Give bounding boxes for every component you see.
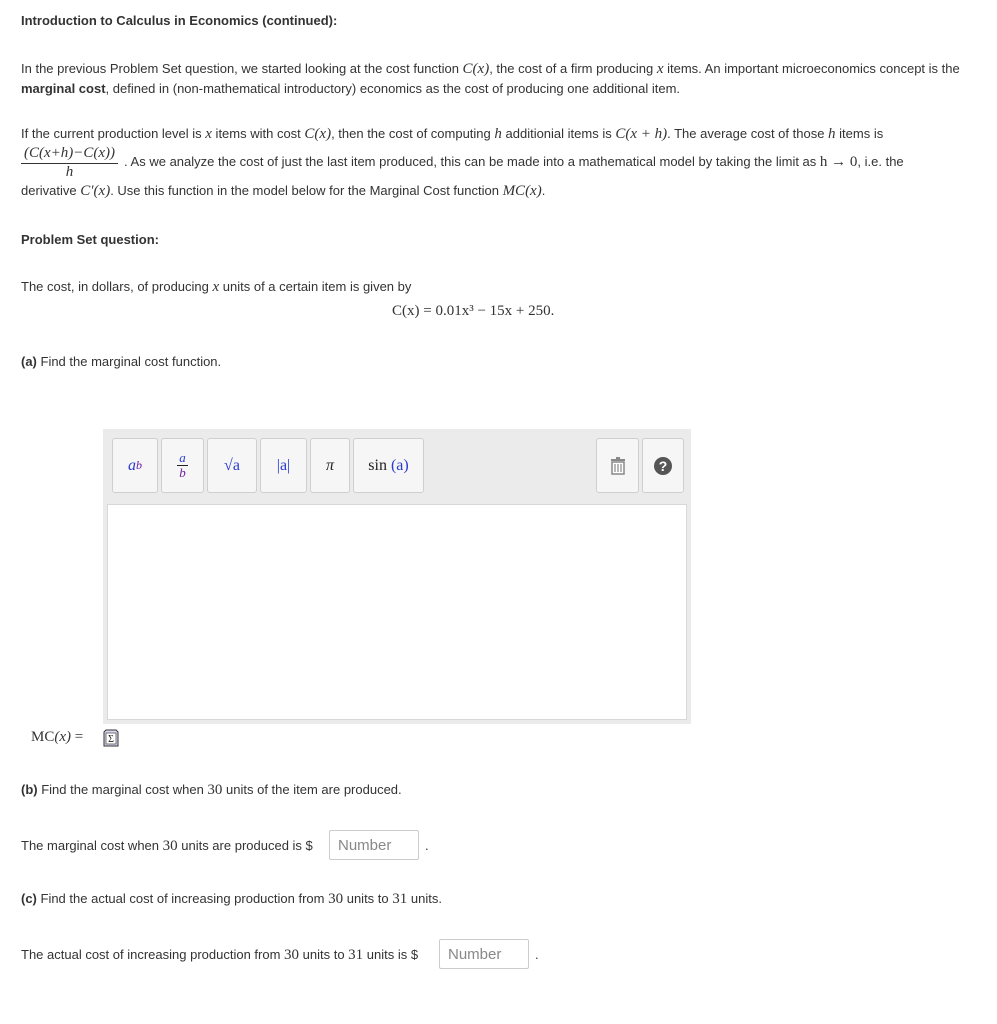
marginal-cost-30-input[interactable] (329, 830, 419, 860)
marginal-cost-label: MC(x) = (31, 729, 84, 745)
part-b-period: . (425, 838, 429, 853)
definition-paragraph-line3: derivative C′(x). Use this function in the model below for the Marginal Cost function MC(x). (21, 183, 546, 199)
problem-set-label: Problem Set question: (21, 232, 159, 247)
part-c-prompt: (c) Find the actual cost of increasing production from 30 units to 31 units. (21, 891, 442, 907)
svg-text:?: ? (658, 457, 668, 474)
formula-entry-icon[interactable] (103, 729, 119, 747)
svg-text:Σ: Σ (108, 734, 114, 745)
definition-paragraph-line2: $\frac{(C(x+h)-C(x))}{h}$ . As we analyze the cost of just the last item produced, this can be made into a mathematical model by taking the limit as h → 0, i.e. the (21, 145, 981, 180)
actual-cost-increase-input[interactable] (439, 939, 529, 969)
power-button[interactable]: a b (112, 438, 158, 493)
average-cost-fraction: $\frac{(C(x+h)-C(x))}{h}$ (21, 145, 118, 180)
sine-button[interactable]: sin (a) (353, 438, 424, 493)
intro-paragraph: In the previous Problem Set question, we started looking at the cost function C(x), the cost of a firm producing x items. An important microeconomics concept is the marginal cost, defined in (non-mathematical introductory) economics as the cost of producing one additional item. (21, 61, 960, 96)
part-b-answer-text: The marginal cost when 30 units are produced is $ (21, 838, 313, 854)
pi-button[interactable]: π (310, 438, 350, 493)
cost-equation: C(x) = 0.01x³ − 15x + 250. (392, 303, 555, 319)
part-a-prompt: (a) Find the marginal cost function. (21, 354, 222, 369)
part-c-period: . (535, 947, 539, 962)
question-circle-icon (653, 456, 673, 476)
trash-icon (609, 457, 627, 475)
part-c-answer-text: The actual cost of increasing production from 30 units to 31 units is $ (21, 947, 419, 963)
help-button[interactable] (642, 438, 684, 493)
page-heading: Introduction to Calculus in Economics (continued): (21, 13, 338, 28)
math-editor (103, 429, 691, 724)
part-b-prompt: (b) Find the marginal cost when 30 units of the item are produced. (21, 782, 402, 798)
trash-button[interactable] (596, 438, 639, 493)
math-input-area[interactable] (107, 504, 687, 720)
fraction-button[interactable]: a b (161, 438, 204, 493)
math-toolbar (103, 429, 691, 503)
square-root-button[interactable]: √a (207, 438, 257, 493)
definition-paragraph-line1: If the current production level is x items with cost C(x), then the cost of computing h additionial items is C(x + h). The average cost of those h items is (21, 126, 884, 142)
cost-intro-text: The cost, in dollars, of producing x units of a certain item is given by (21, 279, 412, 295)
absolute-value-button[interactable]: |a| (260, 438, 307, 493)
